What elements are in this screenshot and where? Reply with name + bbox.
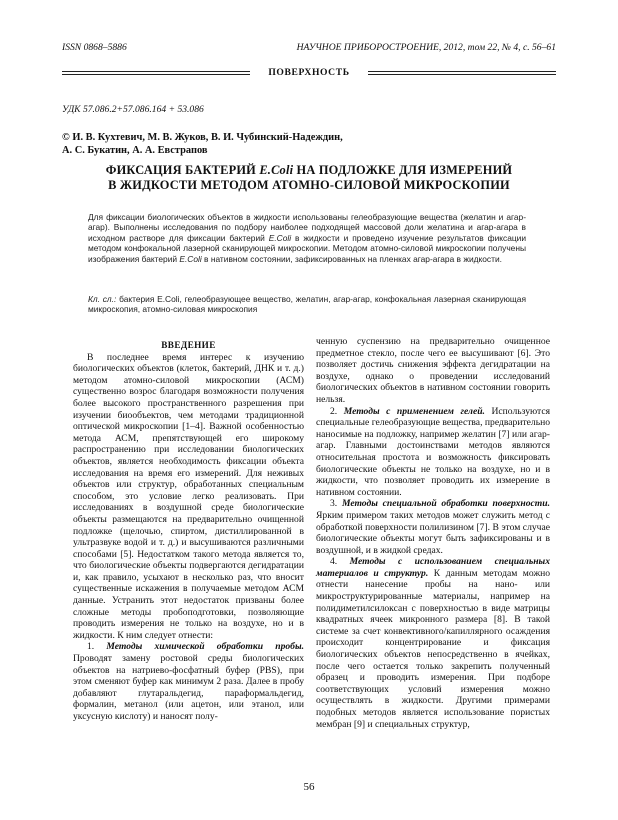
- item-number: 2.: [330, 405, 344, 417]
- right-column: [316, 336, 550, 730]
- paragraph: ченную суспензию на предварительно очищенное предметное стекло, после чего ее высушивают [6]. Это позволяет достичь снижения эффекта дегидратации на воздухе, однако о проведении исследований биологических объектов в нативном состоянии говорить нельзя.: [316, 336, 550, 405]
- item-text: К данным методам можно отнести нанесение пробы на нано- или микроструктурированные материалы, например на полидиметилсилоксан с поверхностью в виде матрицы квадратных ячеек микронного размера [8]. В такой системе за счет конвективного/капиллярного осаждения происходит концентрирование и фиксация биологических объектов непосредственно в ячейках, после чего остается только закрепить полученный образец и проводить измерения. При подборе соответствующих условий измерения можно осуществлять в жидкости. Другими примерами подобных методов является использование пористых мембран [9] и специальных структур,: [316, 567, 550, 730]
- journal-citation: НАУЧНОЕ ПРИБОРОСТРОЕНИЕ, 2012, том 22, № 4, с. 56–61: [296, 42, 556, 53]
- abstract-text: в жидкости и проведено изучение результатов фиксации методом конфокальной лазерной сканирующей микроскопии. Методом атомно-силовой микроскопии получены изображения бактерий: [88, 232, 527, 264]
- abstract: [88, 212, 526, 264]
- article-title: [62, 163, 556, 193]
- item-number: 3.: [330, 498, 342, 510]
- item-heading: Методы с использованием специальных материалов и структур.: [316, 556, 550, 579]
- section-label: ПОВЕРХНОСТЬ: [268, 67, 350, 78]
- authors-line-2: А. С. Букатин, А. А. Евстрапов: [62, 145, 208, 156]
- title-line-2: В ЖИДКОСТИ МЕТОДОМ АТОМНО-СИЛОВОЙ МИКРОСКОПИИ: [108, 178, 510, 192]
- authors: [62, 131, 343, 157]
- item-number: 1.: [87, 641, 107, 653]
- issn: ISSN 0868–5886: [62, 42, 127, 53]
- item-text: Проводят замену ростовой среды биологических объектов на натриево-фосфатный буфер (PBS), при этом сменяют буфер как минимум 2 раза. Далее в пробу добавляют глутаральдегид, парaформальдегид, формалин, метанол (или ацетон, или этанол, или уксусную кислоту) и наносят полу-: [73, 653, 304, 722]
- item-text: Используются специальные гелеобразующие вещества, предварительно наносимые на подложку, например желатин [7] или агар-агар. Главными достоинствами методов являются относительная простота и возможность фиксировать биологические объекты не только на воздухе, но и в жидкости, что позволяет проводить их измерение в нативном состоянии.: [316, 405, 551, 498]
- keywords: [88, 294, 526, 315]
- paragraph: В последнее время интерес к изучению биологических объектов (клеток, бактерий, ДНК и т. д.) методом атомно-силовой микроскопии (АСМ) существенно возрос благодаря возможности получения более высокого пространственного разрешения при изучении биообъектов, чем методами традиционной оптической микроскопии [1–4]. Важной особенностью метода АСМ, препятствующей его широкому распространению при исследовании биологических объектов, является необходимость фиксации объекта исследования на время его измерений. Для неживых объектов или структур, обработанных специальным способом, это условие легко реализовать. При исследованиях в воздушной среде биологические объекты размещаются на предварительно очищенной подложке (щелочью, спиртом, дистиллированной в ультразвуке водой и т. д.) и высушиваются различными способами [5]. Недостатком такого метода является то, что биологические объекты подвергаются дегидратации и, как правило, усыхают в несколько раз, что вносит существенные искажения в получаемые методом АСМ данные. Устранить этот недостаток призваны более сложные методы пробоподготовки, позволяющие проводить измерения не только на воздухе, но и в жидкости. К ним следует отнести:: [73, 351, 304, 641]
- item-heading: Методы специальной обработки поверхности.: [341, 498, 550, 510]
- abstract-italic: E.Coli: [268, 232, 292, 243]
- section-rule: [62, 67, 556, 77]
- udk-code: УДК 57.086.2+57.086.164 + 53.086: [62, 104, 204, 115]
- title-line-1: [62, 163, 556, 178]
- item-text: Ярким примером таких методов может служить метод с обработкой поверхности полилизином [7]. В этом случае биологические объекты могут быть зафиксированы и в воздушной, и в жидкой средах.: [316, 509, 550, 556]
- paragraph: [316, 498, 550, 556]
- item-heading: Методы химической обработки пробы.: [106, 641, 305, 653]
- abstract-text: Для фиксации биологических объектов в жидкости использованы гелеобразующие вещества (желатин и агар-агар). Выполнены исследования по подбору наиболее подходящей массовой доли желатина и агар-агара в исходном растворе для фиксации бактерий: [88, 212, 526, 243]
- keywords-text: бактерия E.Coli, гелеобразующее вещество, желатин, агар-агар, конфокальная лазерная сканирующая микроскопия, атомно-силовая микроскопия: [88, 294, 526, 315]
- authors-line-1: © И. В. Кухтевич, М. В. Жуков, В. И. Чубинский-Надеждин,: [62, 132, 343, 143]
- abstract-text: в нативном состоянии, зафиксированных на пленках агар-агара в жидкости.: [201, 253, 502, 264]
- intro-heading: ВВЕДЕНИЕ: [161, 340, 216, 350]
- paragraph: [316, 406, 550, 499]
- item-number: 4.: [330, 556, 350, 568]
- paragraph: [316, 556, 550, 730]
- abstract-italic: E.Coli: [179, 253, 202, 264]
- paragraph: [73, 641, 304, 722]
- keywords-label: Кл. сл.:: [88, 294, 117, 304]
- title-part: ФИКСАЦИЯ БАКТЕРИЙ: [105, 163, 260, 177]
- title-part: НА ПОДЛОЖКЕ ДЛЯ ИЗМЕРЕНИЙ: [293, 163, 513, 177]
- title-italic: E.Coli: [259, 163, 294, 177]
- page-number: 56: [303, 781, 315, 793]
- item-heading: Методы с применением гелей.: [343, 405, 485, 417]
- left-column: [73, 340, 304, 723]
